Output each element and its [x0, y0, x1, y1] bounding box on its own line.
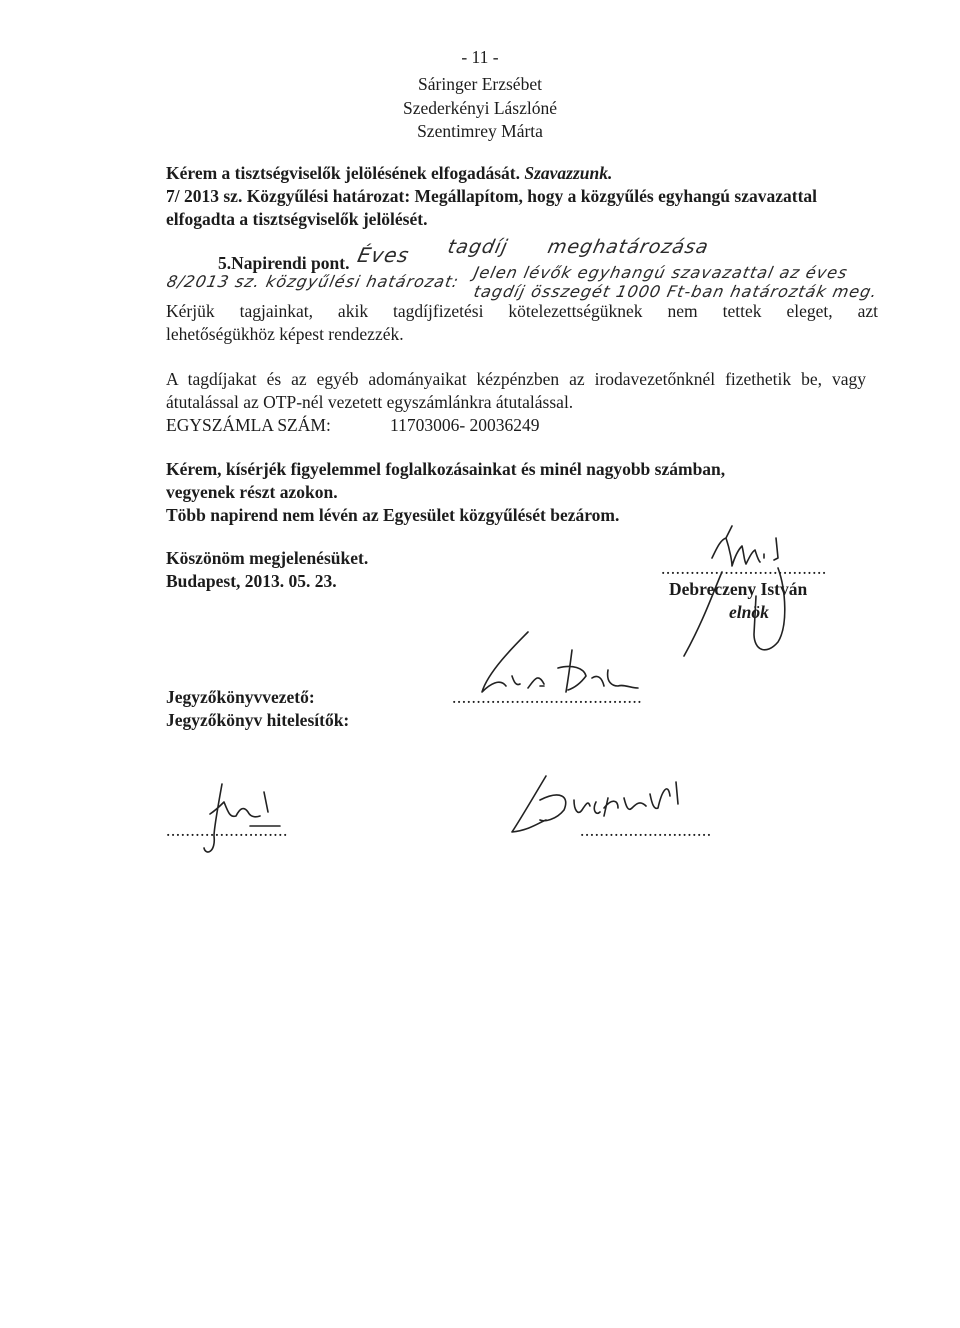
president-name: Debreczeny István	[669, 579, 808, 599]
member-request-line1-text: Kérjük tagjainkat, akik tagdíjfizetési kötelezettségüknek nem tettek eleget, azt	[166, 301, 878, 321]
handwritten-resolution-text: Jelen lévők egyhangú szavazattal az éves	[471, 263, 850, 282]
vote-request	[166, 162, 612, 184]
certifier2-signature	[500, 760, 720, 850]
resolution-7-line2: elfogadta a tisztségviselők jelölését.	[166, 209, 428, 229]
handwritten-title-tagdij: tagdíj	[445, 236, 511, 258]
handwritten-resolution-number: 8/2013 sz. közgyűlési határozat:	[164, 272, 461, 291]
member-request-line2: lehetőségükhöz képest rendezzék.	[166, 324, 404, 344]
resolution-7-line1: 7/ 2013 sz. Közgyűlési határozat: Megállapítom, hogy a közgyűlés egyhangú szavazattal	[166, 186, 818, 206]
certifiers-label: Jegyzőkönyv hitelesítők:	[166, 710, 350, 730]
closing-line2: vegyenek részt azokon.	[166, 482, 338, 502]
closing-line1: Kérem, kísérjék figyelemmel foglalkozásainkat és minél nagyobb számban,	[166, 459, 726, 479]
closing-line3: Több napirend nem lévén az Egyesület közgyűlését bezárom.	[166, 505, 620, 525]
payment-line1-text: A tagdíjakat és az egyéb adományaikat kézpénzben az irodavezetőnknél fizethetik be, vagy	[166, 369, 866, 389]
agenda-label: 5.Napirendi pont.	[218, 253, 350, 273]
account-number: 11703006- 20036249	[390, 415, 540, 435]
payment-line2: átutalással az OTP-nél vezetett egyszámlánkra átutalással.	[166, 392, 574, 412]
handwritten-resolution-amount: tagdíj összegét 1000 Ft-ban határozták meg.	[471, 282, 880, 301]
name-saringer: Sáringer Erzsébet	[418, 74, 542, 94]
president-signature	[660, 510, 810, 670]
president-title: elnök	[729, 602, 769, 622]
certifier1-signature	[192, 772, 302, 862]
page-number: - 11 -	[461, 47, 499, 67]
place-date: Budapest, 2013. 05. 23.	[166, 571, 337, 591]
account-label: EGYSZÁMLA SZÁM:	[166, 415, 331, 435]
certifier2-signature-line: ...........................	[580, 820, 712, 840]
payment-line1	[166, 368, 866, 390]
name-szederkenyi: Szederkényi Lászlóné	[402, 98, 558, 118]
certifier1-signature-line: .........................	[166, 820, 288, 840]
member-request-line1	[166, 300, 878, 322]
recorder-label: Jegyzőkönyvvezető:	[166, 687, 315, 707]
name-szentimrey: Szentimrey Márta	[417, 121, 543, 141]
recorder-signature-line: .......................................	[452, 687, 643, 707]
president-signature-line: ..................................	[661, 558, 827, 578]
vote-request-italic: Szavazzunk.	[524, 163, 613, 183]
thanks: Köszönöm megjelenésüket.	[166, 548, 369, 568]
handwritten-title-eves: Éves	[355, 243, 412, 267]
handwritten-title-meghatarozasa: meghatározása	[545, 236, 711, 258]
recorder-signature	[448, 628, 668, 718]
vote-request-text: Kérem a tisztségviselők jelölésének elfogadását.	[166, 163, 520, 183]
